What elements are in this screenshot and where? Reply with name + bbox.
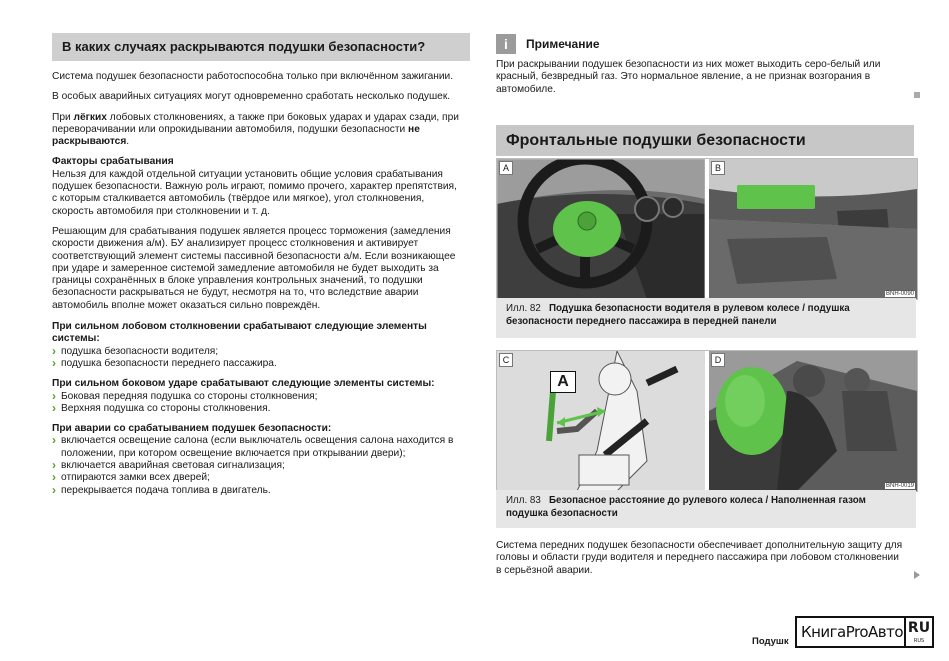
panel-label-a: A [499,161,513,175]
list-item: › отпираются замки всех дверей; [52,472,470,484]
figure-83 [496,350,918,492]
list-item: › перекрывается подача топлива в двигатель. [52,485,470,497]
frontal-airbag-paragraph: Система передних подушек безопасности обеспечивает дополнительную защиту для головы и области груди водителя и переднего пассажира при лобовом столкновении в серьёзной аварии. [496,540,903,576]
section-header-deploy-cases: В каких случаях раскрываются подушки безопасности? [52,33,470,61]
end-marker-icon [914,92,920,98]
caption-text: Безопасное расстояние до рулевого колеса / Наполненная газом подушка безопасности [506,495,866,519]
figure-82-illustration [497,159,917,299]
right-column [496,0,916,149]
panel-label-b: B [711,161,725,175]
figure-code: BNH-0090 [885,291,914,297]
caption-83 [496,490,916,528]
watermark-rus-text: RUS [913,638,925,644]
watermark-ru [904,616,934,648]
figure-code: BNH-0019 [885,483,914,489]
continue-arrow-icon [914,571,920,579]
paragraph-light-collisions [52,112,460,149]
watermark-ru-text: RU [907,620,931,636]
paragraph-multiple: В особых аварийных ситуациях могут одновременно сработать несколько подушек. [52,91,451,103]
caption-number: Илл. 82 [506,303,541,314]
list-item: › Боковая передняя подушка со стороны столкновения; [52,391,470,403]
list-item: › включается аварийная световая сигнализация; [52,460,470,472]
note-text: При раскрывании подушек безопасности из них может выходить серо-белый или красный, безвредный газ. Это нормальное явление, а не признак возгорания в автомобиле. [496,59,881,95]
side-collision-title: При сильном боковом ударе срабатывают следующие элементы системы: [52,378,435,390]
factors-title: Факторы срабатывания [52,156,174,168]
section-header-frontal: Фронтальные подушки безопасности [496,125,914,156]
list-item: › подушка безопасности переднего пассажира. [52,358,470,370]
caption-number: Илл. 83 [506,495,541,506]
panel-label-c: C [499,353,513,367]
text-fragment: . [126,136,130,148]
distance-label: A [550,371,576,393]
note-title: Примечание [526,37,600,51]
front-collision-title: При сильном лобовом столкновении срабатывают следующие элементы системы: [52,321,427,345]
paragraph-ignition: Система подушек безопасности работоспособна только при включённом зажигании. [52,71,454,82]
list-item: › подушка безопасности водителя; [52,346,470,358]
text-emphasis: лёгких [73,111,107,123]
watermark-logo: КнигаProАвто [795,616,909,648]
list-item: › Верхняя подушка со стороны столкновения. [52,403,470,415]
paragraph-deceleration: Решающим для срабатывания подушек является процесс торможения (замедления скорости движения а/м). БУ анализирует процесс столкновения и активирует соответствующий элемент системы пассивной безопасности а/м. Если возникающее при ударе и замеренное системой замедление автомобиля не будет выходить за границы сохранённых в блоке управления контрольных значений, то подушки безопасности раскрываться не будут, несмотря на то, что вследствие аварии автомобиль вполне может оказаться сильно повреждён. [52,225,456,311]
info-icon: i [496,34,516,54]
left-column [52,0,470,497]
caption-82 [496,298,916,338]
text-fragment: лобовых столкновениях, а также при боковых ударах и ударах сзади, при переворачивании или опрокидывании автомобиля, подушки безопасности [52,111,459,135]
text-fragment: При [52,111,74,123]
figure-82 [496,158,918,300]
deploy-title: При аварии со срабатыванием подушек безопасности: [52,423,332,435]
caption-text: Подушка безопасности водителя в рулевом колесе / подушка безопасности переднего пассажира в передней панели [506,303,850,327]
panel-label-d: D [711,353,725,367]
list-item: › включается освещение салона (если выключатель освещения салона находится в положении, при котором освещение включается при открывании двери); [52,435,461,460]
running-title: Подушк [752,636,789,647]
factors-paragraph: Нельзя для каждой отдельной ситуации установить общие условия срабатывания подушек безопасности. Важную роль играют, помимо прочего, характер препятствия, с которым сталкивается автомобиль (твёрдое или мягкое), угол столкновения, скорость автомобиля при столкновении и т. д. [52,168,457,217]
note-header [496,33,916,55]
text-emphasis: не раскрываются [52,123,420,148]
